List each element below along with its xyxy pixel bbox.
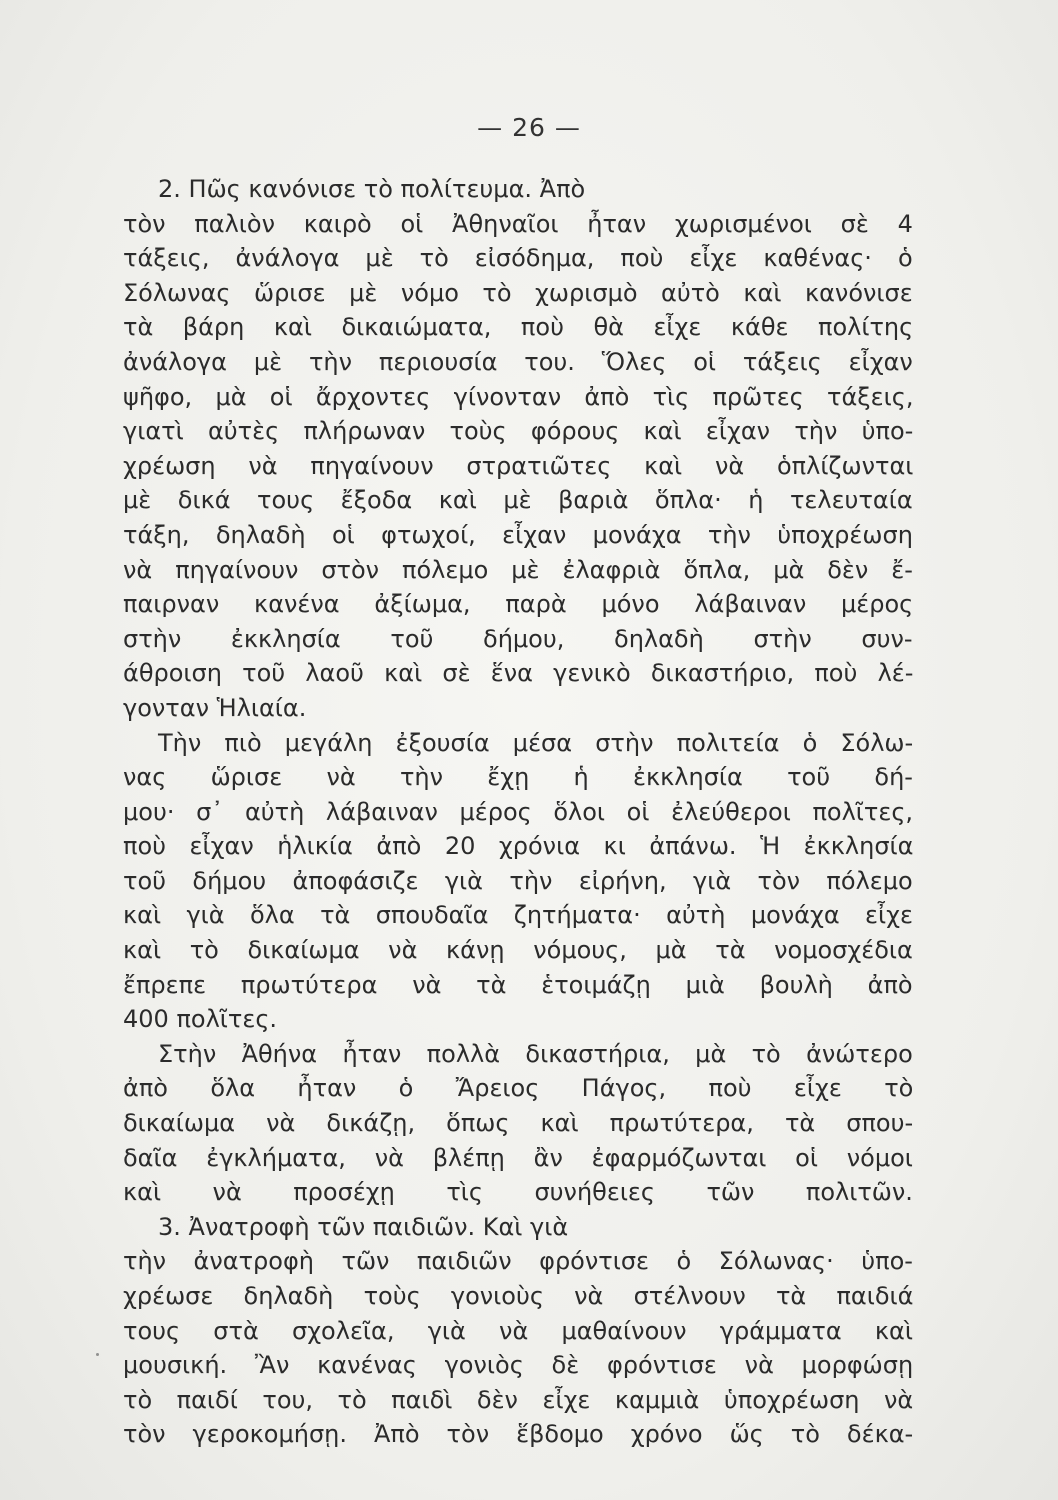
text-line: ἔπρεπε πρωτύτερα νὰ τὰ ἑτοιμάζῃ μιὰ βουλὴ ἀπὸ xyxy=(123,970,913,999)
text-line: χρέωσε δηλαδὴ τοὺς γονιοὺς νὰ στέλνουν τὰ παιδιά xyxy=(123,1282,913,1310)
text-line: παιρναν κανένα ἀξίωμα, παρὰ μόνο λάβαιναν μέρος xyxy=(123,590,913,619)
text-line: μὲ δικά τους ἔξοδα καὶ μὲ βαριὰ ὅπλα· ἡ τελευταία xyxy=(123,486,913,515)
text-line: Στὴν Ἀθήνα ἦταν πολλὰ δικαστήρια, μὰ τὸ ἀνώτερο xyxy=(158,1039,913,1068)
text-line: ψῆφο, μὰ οἱ ἄρχοντες γίνονταν ἀπὸ τὶς πρῶτες τάξεις, xyxy=(123,382,913,411)
text-line: τὰ βάρη καὶ δικαιώματα, ποὺ θὰ εἶχε κάθε πολίτης xyxy=(123,313,913,342)
text-line: άθροιση τοῦ λαοῦ καὶ σὲ ἕνα γενικὸ δικαστήριο, ποὺ λέ- xyxy=(123,659,913,688)
text-line: Τὴν πιὸ μεγάλη ἐξουσία μέσα στὴν πολιτεία ὁ Σόλω- xyxy=(158,728,913,757)
text-line: τὸν γεροκομήσῃ. Ἀπὸ τὸν ἕβδομο χρόνο ὥς τὸ δέκα- xyxy=(123,1420,913,1449)
text-line: μου· σ᾽ αὐτὴ λάβαιναν μέρος ὅλοι οἱ ἐλεύθεροι πολῖτες, xyxy=(123,797,913,826)
text-line: τὸ παιδί του, τὸ παιδὶ δὲν εἶχε καμμιὰ ὑποχρέωση νὰ xyxy=(123,1385,913,1414)
text-line: ποὺ εἶχαν ἡλικία ἀπὸ 20 χρόνια κι ἀπάνω. Ἡ ἐκκλησία xyxy=(123,832,913,861)
text-line: τοῦ δήμου ἀποφάσιζε γιὰ τὴν εἰρήνη, γιὰ τὸν πόλεμο xyxy=(123,866,913,895)
body-text xyxy=(123,172,913,1452)
text-line: καὶ νὰ προσέχῃ τὶς συνήθειες τῶν πολιτῶν. xyxy=(123,1178,913,1207)
text-line: τάξεις, ἀνάλογα μὲ τὸ εἰσόδημα, ποὺ εἶχε καθένας· ὁ xyxy=(123,244,913,273)
text-line: νας ὥρισε νὰ τὴν ἔχῃ ἡ ἐκκλησία τοῦ δή- xyxy=(123,763,913,792)
text-line: δικαίωμα νὰ δικάζῃ, ὅπως καὶ πρωτύτερα, τὰ σπου- xyxy=(123,1109,913,1138)
text-line: Σόλωνας ὥρισε μὲ νόμο τὸ χωρισμὸ αὐτὸ καὶ κανόνισε xyxy=(123,278,913,307)
text-line: ἀνάλογα μὲ τὴν περιουσία του. Ὅλες οἱ τάξεις εἶχαν xyxy=(123,347,913,376)
text-line: γονταν Ἡλιαία. xyxy=(123,693,307,722)
text-line: τάξη, δηλαδὴ οἱ φτωχοί, εἶχαν μονάχα τὴν ὑποχρέωση xyxy=(123,520,913,549)
text-line: χρέωση νὰ πηγαίνουν στρατιῶτες καὶ νὰ ὁπλίζωνται xyxy=(123,451,913,480)
text-line: νὰ πηγαίνουν στὸν πόλεμο μὲ ἐλαφριὰ ὅπλα, μὰ δὲν ἔ- xyxy=(123,555,913,584)
text-line: ἀπὸ ὅλα ἦταν ὁ Ἄρειος Πάγος, ποὺ εἶχε τὸ xyxy=(123,1074,913,1103)
text-line: τὸν παλιὸν καιρὸ οἱ Ἀθηναῖοι ἦταν χωρισμένοι σὲ 4 xyxy=(123,209,913,238)
text-line: στὴν ἐκκλησία τοῦ δήμου, δηλαδὴ στὴν συν- xyxy=(123,624,913,653)
text-line: μουσική. Ἂν κανένας γονιὸς δὲ φρόντισε νὰ μορφώσῃ xyxy=(123,1351,913,1380)
text-line: δαῖα ἐγκλήματα, νὰ βλέπῃ ἂν ἐφαρμόζωνται οἱ νόμοι xyxy=(123,1143,913,1172)
speck xyxy=(96,1353,99,1356)
text-line: 2. Πῶς κανόνισε τὸ πολίτευμα. Ἀπὸ xyxy=(158,175,586,203)
text-line: 3. Ἀνατροφὴ τῶν παιδιῶν. Καὶ γιὰ xyxy=(158,1212,569,1241)
text-line: γιατὶ αὐτὲς πλήρωναν τοὺς φόρους καὶ εἶχαν τὴν ὑπο- xyxy=(123,417,913,446)
text-line: 400 πολῖτες. xyxy=(123,1005,278,1034)
page-number: — 26 — xyxy=(477,113,581,142)
text-line: τους στὰ σχολεῖα, γιὰ νὰ μαθαίνουν γράμματα καὶ xyxy=(123,1316,913,1345)
text-line: τὴν ἀνατροφὴ τῶν παιδιῶν φρόντισε ὁ Σόλωνας· ὑπο- xyxy=(123,1247,913,1276)
text-line: καὶ γιὰ ὅλα τὰ σπουδαῖα ζητήματα· αὐτὴ μονάχα εἶχε xyxy=(123,901,913,930)
text-line: καὶ τὸ δικαίωμα νὰ κάνῃ νόμους, μὰ τὰ νομοσχέδια xyxy=(123,936,913,965)
